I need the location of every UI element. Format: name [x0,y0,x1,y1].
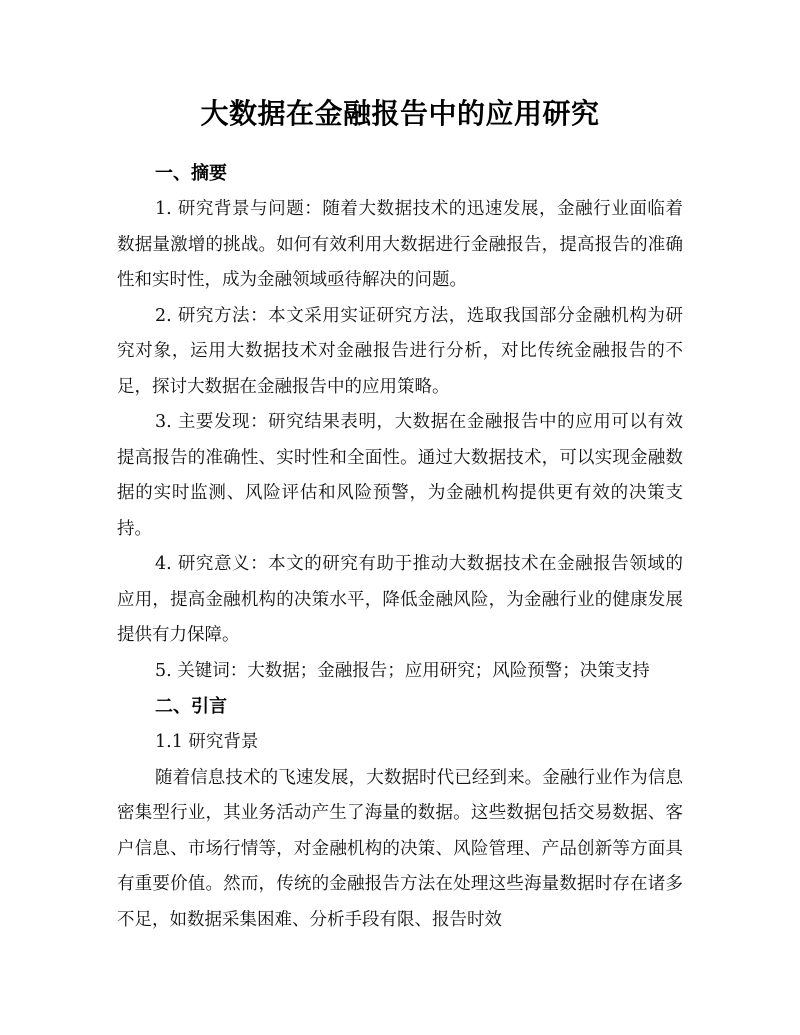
section-heading-introduction: 二、引言 [155,696,227,717]
introduction-paragraph: 随着信息技术的飞速发展，大数据时代已经到来。金融行业作为信息密集型行业，其业务活动产生了海量的数据。这些数据包括交易数据、客户信息、市场行情等，对金融机构的决策、风险管理、产品创新等方面具有重要价值。然而，传统的金融报告方法在处理这些海量数据时存在诸多不足，如数据采集困难、分析手段有限、报告时效 [117,767,683,930]
subsection-heading-background: 1.1 研究背景 [155,732,259,752]
abstract-paragraph-keywords: 5. 关键词：大数据；金融报告；应用研究；风险预警；决策支持 [155,660,650,681]
document-page [117,92,683,938]
abstract-paragraph-findings: 3. 主要发现：研究结果表明，大数据在金融报告中的应用可以有效提高报告的准确性、实时性和全面性。通过大数据技术，可以实现金融数据的实时监测、风险评估和风险预警，为金融机构提供更有效的决策支持。 [117,412,683,539]
document-title: 大数据在金融报告中的应用研究 [200,97,600,130]
abstract-paragraph-background: 1. 研究背景与问题：随着大数据技术的迅速发展，金融行业面临着数据量激增的挑战。如何有效利用大数据进行金融报告，提高报告的准确性和实时性，成为金融领域亟待解决的问题。 [117,199,683,290]
abstract-paragraph-methods: 2. 研究方法：本文采用实证研究方法，选取我国部分金融机构为研究对象，运用大数据技术对金融报告进行分析，对比传统金融报告的不足，探讨大数据在金融报告中的应用策略。 [117,305,683,397]
abstract-paragraph-significance: 4. 研究意义：本文的研究有助于推动大数据技术在金融报告领域的应用，提高金融机构的决策水平，降低金融风险，为金融行业的健康发展提供有力保障。 [117,554,683,645]
section-heading-abstract: 一、摘要 [155,163,227,184]
